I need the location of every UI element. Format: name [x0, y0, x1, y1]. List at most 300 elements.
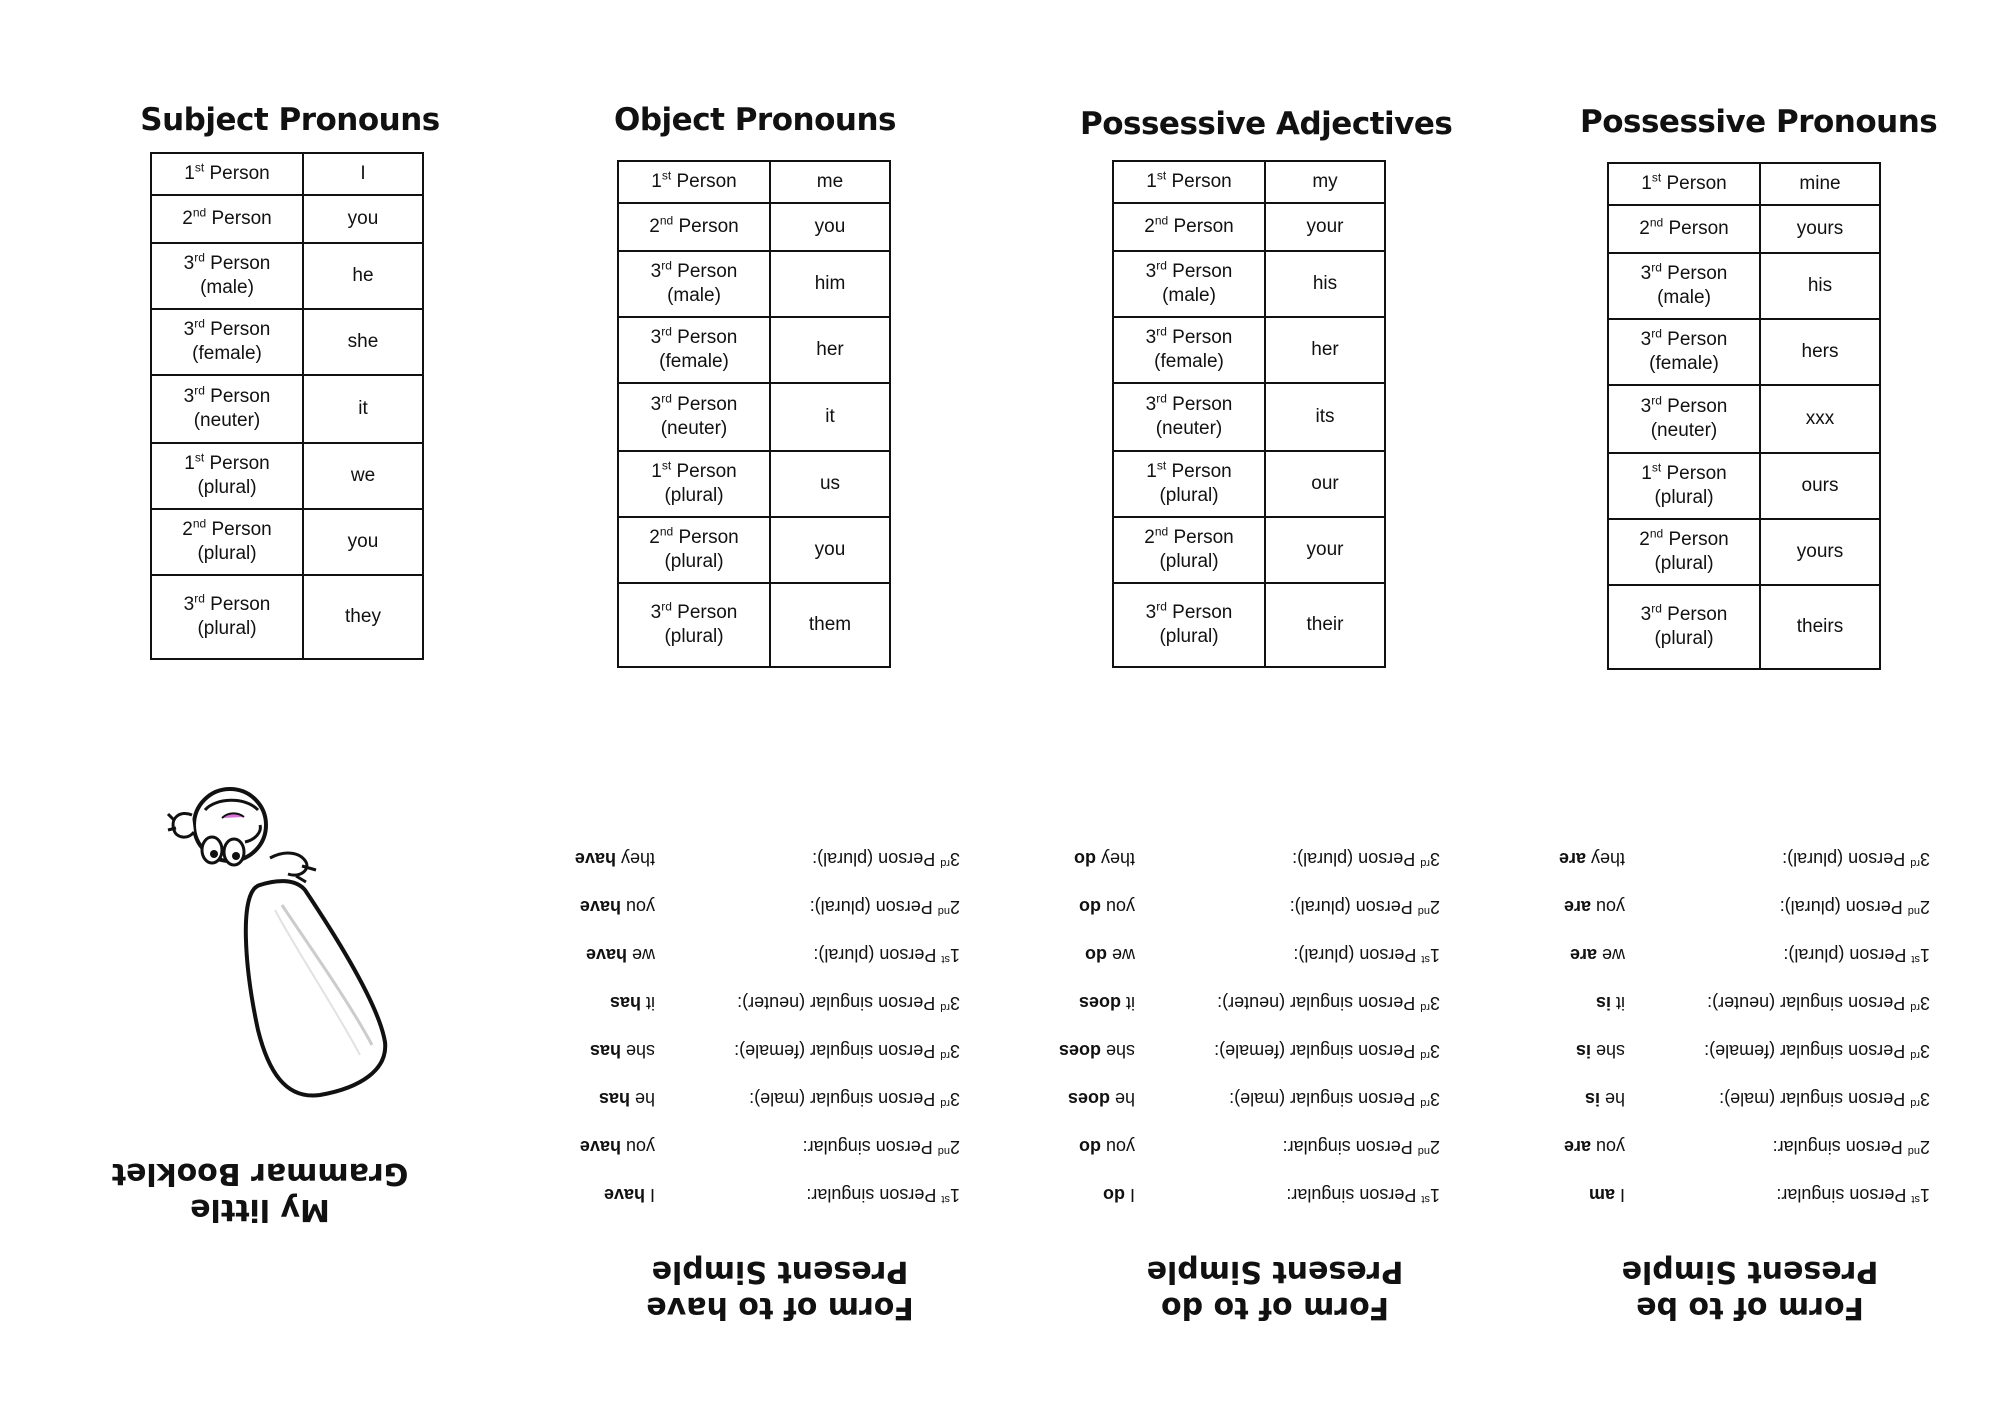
person-ordinal: 3 — [1640, 396, 1652, 417]
person-qualifier: (neuter) — [1155, 418, 1223, 439]
verb-pronoun: he — [1604, 1089, 1625, 1109]
table-row — [1608, 205, 1880, 253]
person-ordinal: 3 — [1145, 394, 1157, 415]
table-row — [618, 203, 890, 251]
person-label: Person (plural): — [1783, 945, 1912, 965]
verb-form — [1079, 992, 1135, 1013]
conjugation-row — [580, 1031, 960, 1061]
ordinal-suffix: rd — [1910, 857, 1920, 869]
pronoun-cell: them — [770, 583, 890, 667]
person-cell — [1608, 163, 1760, 205]
person-cell — [1608, 319, 1760, 385]
person-qualifier: (male) — [667, 285, 721, 306]
verb-rows — [574, 845, 960, 1205]
person-cell — [1608, 385, 1760, 453]
pronoun-cell: his — [1760, 253, 1880, 319]
person-ordinal: 3 — [650, 394, 662, 415]
person-ordinal: 3 — [1429, 1041, 1440, 1061]
conjugation-label — [1782, 848, 1930, 869]
conjugation-label — [803, 1136, 960, 1157]
conjugation-label — [1293, 944, 1440, 965]
verb-panel-to-be — [1550, 805, 1950, 1325]
table-row — [1113, 383, 1385, 451]
pronoun-cell: him — [770, 251, 890, 317]
person-cell — [151, 443, 303, 509]
person-ordinal: 1 — [1146, 461, 1157, 482]
person-ordinal: 2 — [649, 527, 660, 548]
conjugation-row — [574, 839, 960, 869]
pronoun-cell: us — [770, 451, 890, 517]
ordinal-suffix: nd — [1907, 1145, 1920, 1157]
verb-word: have — [579, 897, 621, 917]
person-ordinal: 1 — [1146, 171, 1157, 192]
person-ordinal: 1 — [949, 945, 960, 965]
ordinal-suffix: rd — [1420, 1001, 1430, 1013]
ordinal-suffix: nd — [1417, 905, 1430, 917]
conjugation-label — [734, 1040, 960, 1061]
person-label: Person singular: — [1282, 1137, 1418, 1157]
conjugation-row — [1060, 935, 1440, 965]
ordinal-suffix: rd — [1156, 258, 1167, 273]
ordinal-suffix: st — [941, 953, 950, 965]
ordinal-suffix: rd — [1420, 1049, 1430, 1061]
conjugation-row — [1060, 1031, 1440, 1061]
person-ordinal: 3 — [949, 1041, 960, 1061]
conjugation-label — [1707, 992, 1930, 1013]
table-row — [618, 161, 890, 203]
conjugation-row — [1550, 935, 1930, 965]
ordinal-suffix: rd — [194, 591, 205, 606]
table-row — [618, 251, 890, 317]
person-ordinal: 2 — [1919, 1137, 1930, 1157]
person-cell — [1113, 317, 1265, 383]
cartoon-pencil-mascot-icon — [110, 770, 410, 1110]
person-ordinal: 3 — [1429, 1089, 1440, 1109]
conjugation-label — [812, 848, 960, 869]
conjugation-label — [1229, 1088, 1440, 1109]
person-label: Person — [204, 594, 271, 615]
ordinal-suffix: st — [194, 450, 205, 465]
verb-form — [1079, 1136, 1135, 1157]
person-label: Person singular (female): — [1704, 1041, 1911, 1061]
ordinal-suffix: nd — [1649, 215, 1664, 230]
verb-form — [1576, 1040, 1625, 1061]
ordinal-suffix: nd — [1649, 526, 1664, 541]
verb-pronoun: I — [649, 1185, 655, 1205]
pronoun-cell: ours — [1760, 453, 1880, 519]
ordinal-suffix: st — [194, 160, 205, 175]
pronoun-cell: you — [770, 517, 890, 583]
person-ordinal: 3 — [183, 319, 195, 340]
person-cell — [151, 309, 303, 375]
pronoun-cell: you — [303, 509, 423, 575]
person-cell — [1608, 205, 1760, 253]
table-row — [151, 153, 423, 195]
person-label: Person singular: — [1776, 1185, 1912, 1205]
table-row — [1608, 585, 1880, 669]
person-label: Person (plural): — [809, 897, 938, 917]
person-qualifier: (male) — [1162, 285, 1216, 306]
person-ordinal: 3 — [949, 1089, 960, 1109]
person-qualifier: (female) — [1154, 351, 1224, 372]
person-label: Person — [1168, 527, 1234, 548]
conjugation-label — [806, 1184, 960, 1205]
conjugation-label — [737, 992, 960, 1013]
ordinal-suffix: st — [1421, 1193, 1430, 1205]
conjugation-row — [1060, 839, 1440, 869]
conjugation-label — [1719, 1088, 1930, 1109]
person-cell — [1608, 585, 1760, 669]
pronoun-cell: I — [303, 153, 423, 195]
verb-pronoun: you — [1595, 1137, 1625, 1157]
person-ordinal: 1 — [1919, 945, 1930, 965]
ordinal-suffix: nd — [192, 516, 207, 531]
person-cell — [618, 383, 770, 451]
ordinal-suffix: st — [1651, 170, 1662, 185]
person-label: Person — [673, 216, 739, 237]
conjugation-label — [810, 896, 960, 917]
verb-form — [1564, 1136, 1625, 1157]
conjugation-label — [1783, 944, 1930, 965]
person-label: Person singular (female): — [734, 1041, 941, 1061]
pronoun-table — [617, 160, 891, 668]
person-label: Person — [1661, 173, 1727, 194]
person-cell — [1113, 161, 1265, 203]
verb-title-line1: Form of to be — [1636, 1290, 1864, 1325]
ordinal-suffix: rd — [1910, 1097, 1920, 1109]
person-label: Person singular: — [802, 1137, 938, 1157]
verb-form — [1596, 992, 1625, 1013]
person-ordinal: 3 — [183, 386, 195, 407]
person-qualifier: (male) — [200, 277, 254, 298]
conjugation-label — [1290, 896, 1440, 917]
person-ordinal: 3 — [183, 253, 195, 274]
person-label: Person singular (neuter): — [1217, 993, 1421, 1013]
person-ordinal: 3 — [650, 261, 662, 282]
pronoun-cell: my — [1265, 161, 1385, 203]
person-label: Person — [1661, 604, 1728, 625]
table-row — [151, 509, 423, 575]
pronoun-cell: her — [1265, 317, 1385, 383]
person-ordinal: 2 — [1429, 897, 1440, 917]
ordinal-suffix: nd — [192, 205, 207, 220]
verb-form — [590, 1040, 655, 1061]
pronoun-cell: her — [770, 317, 890, 383]
person-ordinal: 2 — [1429, 1137, 1440, 1157]
pronoun-cell: yours — [1760, 205, 1880, 253]
verb-word: does — [1067, 1089, 1110, 1109]
subject-pronouns-panel — [140, 100, 440, 670]
person-cell — [1113, 251, 1265, 317]
person-ordinal: 1 — [651, 461, 662, 482]
person-cell — [1113, 583, 1265, 667]
ordinal-suffix: st — [1911, 953, 1920, 965]
person-cell — [1608, 453, 1760, 519]
verb-rows — [1550, 845, 1930, 1205]
person-label: Person (plural): — [1782, 849, 1911, 869]
ordinal-suffix: st — [1156, 168, 1167, 183]
verb-word: does — [1078, 993, 1121, 1013]
person-ordinal: 3 — [1640, 604, 1652, 625]
person-label: Person — [204, 253, 271, 274]
person-qualifier: (female) — [659, 351, 729, 372]
table-row — [1608, 253, 1880, 319]
person-label: Person — [1663, 529, 1729, 550]
booklet-title — [110, 1155, 410, 1227]
person-ordinal: 3 — [1145, 261, 1157, 282]
verb-panel-title — [1075, 1253, 1475, 1325]
conjugation-label — [1780, 896, 1930, 917]
verb-word: am — [1588, 1185, 1615, 1205]
ordinal-suffix: rd — [940, 1049, 950, 1061]
person-qualifier: (plural) — [664, 626, 724, 647]
pronoun-cell: your — [1265, 203, 1385, 251]
person-ordinal: 3 — [183, 594, 195, 615]
verb-pronoun: I — [1129, 1185, 1135, 1205]
verb-form — [1559, 848, 1625, 869]
pronoun-cell: she — [303, 309, 423, 375]
table-row — [1608, 453, 1880, 519]
verb-word: is — [1595, 993, 1611, 1013]
pronoun-cell: yours — [1760, 519, 1880, 585]
verb-form — [1570, 944, 1625, 965]
person-ordinal: 1 — [1429, 1185, 1440, 1205]
person-label: Person — [1166, 327, 1233, 348]
conjugation-label — [749, 1088, 960, 1109]
person-qualifier: (plural) — [664, 485, 724, 506]
pronoun-cell: it — [303, 375, 423, 443]
pronoun-cell: theirs — [1760, 585, 1880, 669]
conjugation-row — [1550, 1127, 1930, 1157]
conjugation-row — [1060, 1175, 1440, 1205]
ordinal-suffix: rd — [1156, 599, 1167, 614]
person-ordinal: 3 — [650, 602, 662, 623]
person-ordinal: 3 — [1145, 327, 1157, 348]
person-label: Person singular (male): — [1719, 1089, 1911, 1109]
pronoun-cell: your — [1265, 517, 1385, 583]
person-cell — [151, 575, 303, 659]
table-row — [618, 451, 890, 517]
verb-form — [1068, 1088, 1135, 1109]
ordinal-suffix: nd — [937, 905, 950, 917]
person-cell — [151, 509, 303, 575]
table-row — [1608, 519, 1880, 585]
pronoun-cell: he — [303, 243, 423, 309]
possessive-adjectives-panel — [1080, 100, 1453, 680]
pronoun-cell: mine — [1760, 163, 1880, 205]
ordinal-suffix: rd — [661, 391, 672, 406]
verb-word: have — [603, 1185, 645, 1205]
verb-word: are — [1558, 849, 1586, 869]
verb-pronoun: she — [1105, 1041, 1135, 1061]
table-row — [1113, 161, 1385, 203]
conjugation-row — [1550, 983, 1930, 1013]
person-label: Person — [1661, 396, 1728, 417]
person-label: Person — [204, 386, 271, 407]
ordinal-suffix: rd — [194, 250, 205, 265]
ordinal-suffix: rd — [940, 1001, 950, 1013]
conjugation-row — [580, 1127, 960, 1157]
person-ordinal: 3 — [1919, 993, 1930, 1013]
verb-word: have — [585, 945, 627, 965]
verb-title-line1: Form of to have — [646, 1290, 914, 1325]
person-label: Person (plural): — [812, 849, 941, 869]
person-qualifier: (plural) — [197, 477, 257, 498]
person-ordinal: 3 — [949, 849, 960, 869]
person-ordinal: 1 — [1429, 945, 1440, 965]
verb-word: do — [1078, 1137, 1101, 1157]
verb-pronoun: they — [1590, 849, 1625, 869]
pronoun-cell: they — [303, 575, 423, 659]
person-qualifier: (plural) — [1159, 551, 1219, 572]
verb-pronoun: he — [1114, 1089, 1135, 1109]
person-label: Person — [1166, 602, 1233, 623]
verb-panel-title — [1550, 1253, 1950, 1325]
person-ordinal: 3 — [949, 993, 960, 1013]
person-ordinal: 2 — [949, 897, 960, 917]
pronoun-cell: it — [770, 383, 890, 451]
person-label: Person singular: — [806, 1185, 942, 1205]
verb-word: are — [1563, 1137, 1591, 1157]
person-ordinal: 3 — [1145, 602, 1157, 623]
person-label: Person — [671, 327, 738, 348]
person-label: Person singular: — [1286, 1185, 1422, 1205]
verb-word: does — [1058, 1041, 1101, 1061]
verb-pronoun: you — [1105, 897, 1135, 917]
conjugation-row — [1060, 887, 1440, 917]
object-pronouns-panel — [605, 100, 905, 680]
verb-word: do — [1102, 1185, 1125, 1205]
table-row — [151, 575, 423, 659]
pronoun-cell: his — [1265, 251, 1385, 317]
person-label: Person singular (male): — [749, 1089, 941, 1109]
verb-pronoun: you — [1105, 1137, 1135, 1157]
person-label: Person — [1166, 394, 1233, 415]
verb-word: have — [574, 849, 616, 869]
ordinal-suffix: rd — [1651, 601, 1662, 616]
verb-rows — [1060, 845, 1440, 1205]
booklet-title-line1: My little — [190, 1192, 330, 1227]
person-ordinal: 2 — [1144, 216, 1155, 237]
person-label: Person — [206, 208, 272, 229]
ordinal-suffix: nd — [1417, 1145, 1430, 1157]
verb-word: is — [1575, 1041, 1591, 1061]
verb-title-line2: Present Simple — [1146, 1254, 1404, 1289]
person-label: Person — [671, 602, 738, 623]
person-label: Person (plural): — [1289, 897, 1418, 917]
conjugation-row — [1060, 1079, 1440, 1109]
verb-pronoun: you — [1595, 897, 1625, 917]
ordinal-suffix: st — [1421, 953, 1430, 965]
ordinal-suffix: rd — [661, 258, 672, 273]
table-row — [1113, 583, 1385, 667]
verb-form — [586, 944, 655, 965]
table-row — [151, 309, 423, 375]
pronoun-cell: me — [770, 161, 890, 203]
person-label: Person singular (neuter): — [1707, 993, 1911, 1013]
person-cell — [151, 153, 303, 195]
conjugation-label — [813, 944, 960, 965]
person-label: Person — [206, 519, 272, 540]
ordinal-suffix: rd — [1910, 1049, 1920, 1061]
verb-form — [1074, 848, 1135, 869]
person-label: Person — [1166, 461, 1232, 482]
table-row — [151, 443, 423, 509]
ordinal-suffix: st — [661, 458, 672, 473]
verb-title-line1: Form of to do — [1161, 1290, 1389, 1325]
person-ordinal: 3 — [1919, 849, 1930, 869]
person-label: Person (plural): — [813, 945, 942, 965]
conjugation-row — [580, 935, 960, 965]
verb-pronoun: he — [634, 1089, 655, 1109]
person-ordinal: 2 — [649, 216, 660, 237]
ordinal-suffix: rd — [1156, 324, 1167, 339]
verb-word: do — [1078, 897, 1101, 917]
conjugation-label — [1283, 1136, 1440, 1157]
ordinal-suffix: rd — [194, 316, 205, 331]
person-ordinal: 1 — [651, 171, 662, 192]
person-qualifier: (female) — [192, 343, 262, 364]
conjugation-label — [1292, 848, 1440, 869]
verb-panel-to-do — [1058, 805, 1475, 1325]
person-label: Person singular: — [1772, 1137, 1908, 1157]
verb-title-line2: Present Simple — [651, 1254, 909, 1289]
ordinal-suffix: st — [661, 168, 672, 183]
person-label: Person — [1166, 261, 1233, 282]
person-qualifier: (plural) — [197, 618, 257, 639]
verb-pronoun: they — [620, 849, 655, 869]
verb-pronoun: she — [625, 1041, 655, 1061]
verb-word: is — [1584, 1089, 1600, 1109]
person-qualifier: (neuter) — [1650, 420, 1718, 441]
verb-form — [1079, 896, 1135, 917]
verb-form — [610, 992, 655, 1013]
person-cell — [618, 161, 770, 203]
person-ordinal: 2 — [1919, 897, 1930, 917]
pronoun-cell: xxx — [1760, 385, 1880, 453]
verb-form — [580, 1136, 655, 1157]
table-row — [151, 375, 423, 443]
verb-word: has — [609, 993, 641, 1013]
person-cell — [151, 243, 303, 309]
verb-word: are — [1563, 897, 1591, 917]
conjugation-row — [1550, 1079, 1930, 1109]
pronoun-table — [150, 152, 424, 660]
verb-panel-title — [580, 1253, 980, 1325]
verb-form — [599, 1088, 655, 1109]
table-row — [618, 383, 890, 451]
person-cell — [1113, 517, 1265, 583]
person-cell — [618, 451, 770, 517]
person-qualifier: (plural) — [1159, 626, 1219, 647]
person-label: Person — [1661, 263, 1728, 284]
verb-form — [1589, 1184, 1625, 1205]
possessive-pronouns-panel — [1580, 100, 1938, 680]
person-ordinal: 2 — [1639, 529, 1650, 550]
verb-form — [1103, 1184, 1135, 1205]
person-ordinal: 3 — [1640, 263, 1652, 284]
person-qualifier: (male) — [1657, 287, 1711, 308]
verb-word: has — [598, 1089, 630, 1109]
verb-form — [575, 848, 655, 869]
ordinal-suffix: st — [1911, 1193, 1920, 1205]
ordinal-suffix: rd — [940, 857, 950, 869]
table-row — [1608, 319, 1880, 385]
person-ordinal: 1 — [1641, 463, 1652, 484]
table-row — [1608, 163, 1880, 205]
ordinal-suffix: nd — [659, 213, 674, 228]
conjugation-row — [1550, 887, 1930, 917]
